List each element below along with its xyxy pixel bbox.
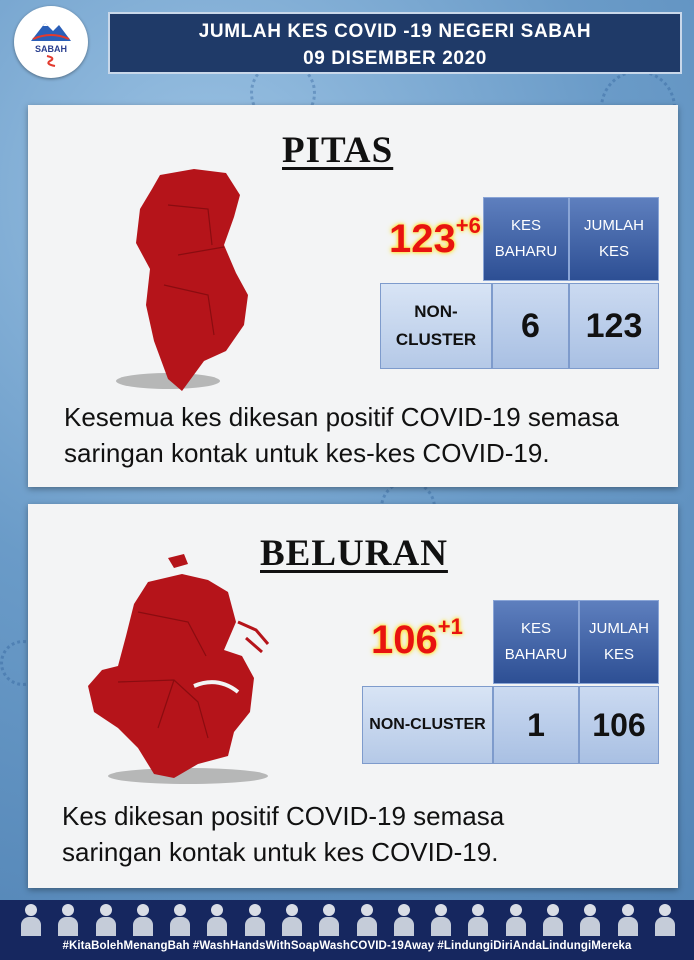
frontliner-figure-icon [93, 902, 119, 936]
total-with-increase [389, 213, 481, 262]
frontliner-figure-icon [18, 902, 44, 936]
total-with-increase [371, 614, 463, 663]
header-cell-jumlah-kes [579, 600, 659, 684]
mountain-logo-icon [29, 17, 73, 43]
frontliner-figure-icon [242, 902, 268, 936]
district-title: PITAS [282, 130, 394, 171]
page-header [108, 12, 682, 74]
header-date: 09 DISEMBER 2020 [303, 48, 487, 69]
description [62, 798, 504, 870]
row-label-non-cluster [380, 283, 492, 369]
frontliner-figure-icon [316, 902, 342, 936]
total-cases-value: 106 [579, 686, 659, 764]
new-cases-value: 6 [492, 283, 569, 369]
row-label-text: CLUSTER [395, 330, 477, 349]
logo-text: SABAH [34, 43, 67, 54]
total-count: 123 [389, 217, 456, 261]
frontliner-figure-icon [540, 902, 566, 936]
header-cell-kes-baharu [483, 197, 569, 281]
description-line: saringan kontak untuk kes-kes COVID-19. [64, 438, 550, 468]
frontliner-figure-icon [130, 902, 156, 936]
hashtags: #KitaBolehMenangBah #WashHandsWithSoapWashCOVID-19Away #LindungiDiriAndaLindungiMereka [62, 940, 632, 952]
frontliner-figure-icon [354, 902, 380, 936]
header-cell-kes-baharu [493, 600, 579, 684]
header-text: KES [520, 620, 551, 637]
district-title: BELURAN [260, 533, 448, 574]
description-line: saringan kontak untuk kes COVID-19. [62, 837, 499, 867]
header-text: BAHARU [494, 243, 558, 260]
total-count: 106 [371, 618, 438, 662]
header-text: JUMLAH [588, 620, 649, 637]
district-panel-pitas [28, 105, 678, 487]
row-label-text: NON- [414, 302, 458, 321]
pitas-map-icon [108, 165, 258, 395]
frontliner-figure-icon [465, 902, 491, 936]
row-label-non-cluster: NON-CLUSTER [362, 686, 493, 764]
frontliner-figure-icon [428, 902, 454, 936]
header-text: KES [598, 243, 629, 260]
increase-count: +6 [455, 213, 481, 238]
frontliner-figure-icon [279, 902, 305, 936]
logo-swirl-icon [44, 54, 58, 68]
sabah-logo [14, 6, 88, 78]
header-title: JUMLAH KES COVID -19 NEGERI SABAH [198, 21, 592, 42]
description [64, 399, 619, 471]
increase-count: +1 [437, 614, 463, 639]
header-text: KES [603, 646, 634, 663]
frontliner-figure-icon [652, 902, 678, 936]
description-line: Kes dikesan positif COVID-19 semasa [62, 801, 505, 831]
beluran-map-icon [78, 552, 278, 792]
frontliner-figure-icon [167, 902, 193, 936]
header-text: JUMLAH [583, 217, 644, 234]
header-text: BAHARU [504, 646, 568, 663]
footer-banner [0, 900, 694, 960]
description-line: Kesemua kes dikesan positif COVID-19 semasa [64, 402, 619, 432]
frontliner-figure-icon [503, 902, 529, 936]
frontliner-figure-icon [55, 902, 81, 936]
frontliner-figures [18, 902, 678, 938]
frontliner-figure-icon [204, 902, 230, 936]
total-cases-value: 123 [569, 283, 659, 369]
frontliner-figure-icon [615, 902, 641, 936]
header-cell-jumlah-kes [569, 197, 659, 281]
header-text: KES [510, 217, 541, 234]
frontliner-figure-icon [577, 902, 603, 936]
new-cases-value: 1 [493, 686, 579, 764]
district-panel-beluran [28, 504, 678, 888]
frontliner-figure-icon [391, 902, 417, 936]
